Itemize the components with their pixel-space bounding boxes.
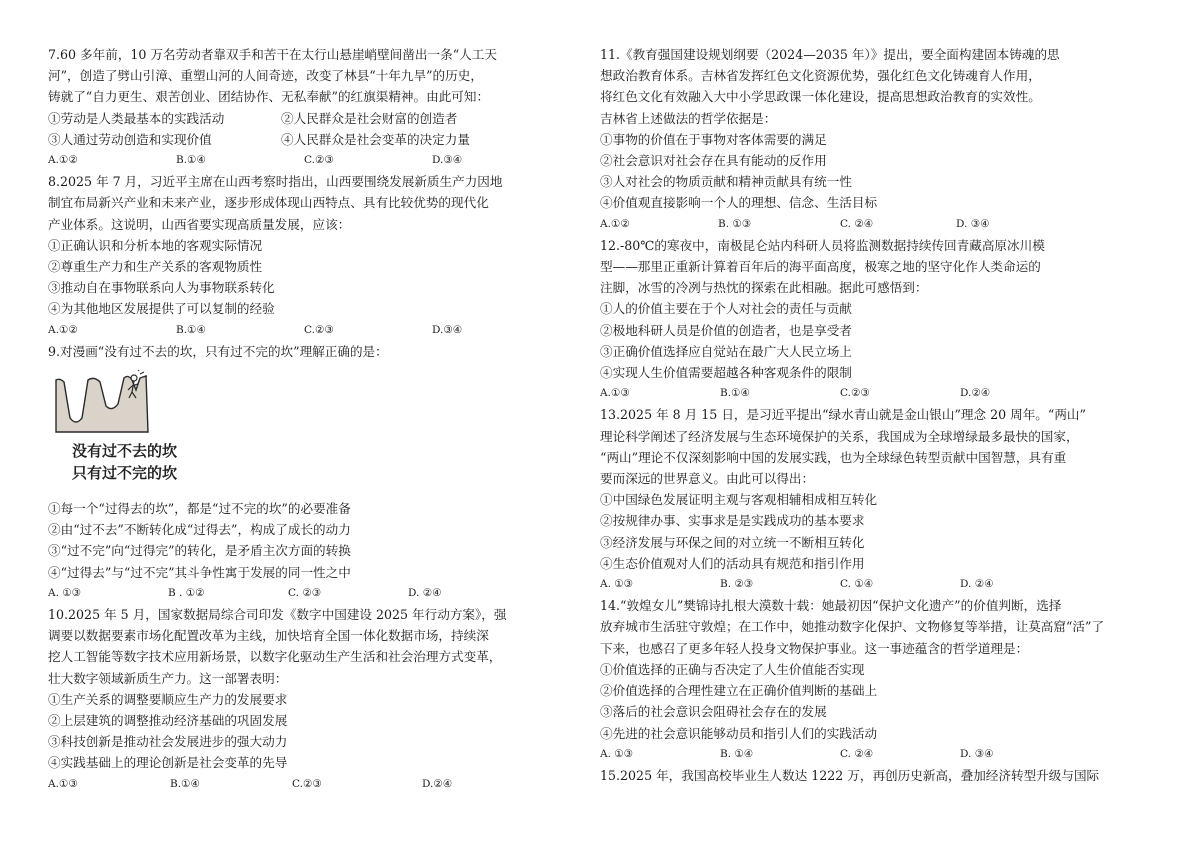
q12-stem-line: 12.-80℃的寒夜中，南极昆仑站内科研人员将监测数据持续传回青藏高原冰川模 (600, 237, 1045, 253)
q10-stem-line: 壮大数字领域新质生产力。这一部署表明： (48, 670, 288, 686)
question-11 (600, 44, 1070, 235)
q8-stem-line: 8.2025 年 7 月，习近平主席在山西考察时指出，山西要围绕发展新质生产力因地 (48, 174, 503, 190)
q14-stem-line: 14.“敦煌女儿”樊锦诗扎根大漠数十载：她最初因“保护文化遗产”的价值判断，选择 (600, 598, 1062, 614)
q14-option-b[interactable]: B. ①④ (720, 747, 754, 760)
q7-stem-line: 7.60 多年前，10 万名劳动者靠双手和苦干在太行山悬崖峭壁间凿出一条“人工天 (48, 47, 497, 62)
motion-marks (138, 370, 147, 377)
q14-statement: ①价值选择的正确与否决定了人生价值能否实现 (600, 661, 865, 677)
q10-stem-line: 10.2025 年 5 月，国家数据局综合司印发《数字中国建设 2025 年行动方案》，强 (48, 607, 507, 623)
q11-stem-line: 11.《教育强国建设规划纲要（2024—2035 年）》提出，要全面构建固本铸魂的思 (600, 47, 1060, 62)
q7-statement: ①劳动是人类最基本的实践活动 (48, 110, 225, 126)
q14-statement: ④先进的社会意识能够动员和指引人们的实践活动 (600, 725, 878, 741)
q14-stem-line: 下来，也感召了更多年轻人投身文物保护事业。这一事迹蕴含的哲学道理是： (600, 640, 1029, 656)
q10-option-d[interactable]: D.②④ (422, 777, 453, 790)
question-13 (600, 404, 1086, 595)
question-15 (600, 765, 1100, 786)
q12-option-b[interactable]: B.①④ (720, 387, 750, 400)
q7-stem-line: 铸就了“自力更生、艰苦创业、团结协作、无私奉献”的红旗渠精神。由此可知： (48, 89, 490, 105)
q11-statement: ②社会意识对社会存在具有能动的反作用 (600, 153, 827, 169)
q8-option-c[interactable]: C.②③ (304, 323, 334, 336)
q14-option-d[interactable]: D. ③④ (960, 747, 994, 760)
q9-statement: ③“过不完”向“过得完”的转化，是矛盾主次方面的转换 (48, 543, 351, 559)
comic-caption-line: 没有过不去的坎 (72, 442, 178, 461)
q12-statement: ②极地科研人员是价值的创造者，也是享受者 (600, 322, 852, 338)
q8-option-b[interactable]: B.①④ (176, 323, 206, 336)
left-column (48, 44, 518, 795)
q9-statement: ④“过得去”与“过不完”其斗争性寓于发展的同一性之中 (48, 564, 351, 580)
q11-statement: ①事物的价值在于事物对客体需要的满足 (600, 131, 827, 147)
q10-stem-line: 调要以数据要素市场化配置改革为主线，加快培育全国一体化数据市场，持续深 (48, 628, 489, 644)
q8-stem-line: 产业体系。这说明，山西省要实现高质量发展，应该： (48, 216, 351, 232)
q9-option-a[interactable]: A. ①③ (48, 586, 82, 599)
q12-option-a[interactable]: A.①③ (600, 387, 630, 400)
q13-option-a[interactable]: A. ①③ (600, 578, 634, 591)
q13-options (600, 574, 1070, 595)
q11-stem-line: 想政治教育体系。吉林省发挥红色文化资源优势，强化红色文化铸魂育人作用， (600, 68, 1041, 84)
q7-options (48, 150, 518, 171)
q12-statement: ①人的价值主要在于个人对社会的责任与贡献 (600, 301, 852, 317)
q11-statement: ④价值观直接影响一个人的理想、信念、生活目标 (600, 195, 878, 211)
comic-caption (72, 440, 177, 484)
q8-statement: ④为其他地区发展提供了可以复制的经验 (48, 301, 275, 317)
q7-option-d[interactable]: D.③④ (432, 154, 463, 167)
q8-option-a[interactable]: A.①② (48, 323, 78, 336)
q8-options (48, 320, 518, 341)
q9-option-c[interactable]: C. ②③ (288, 586, 322, 599)
q10-option-c[interactable]: C.②③ (292, 777, 322, 790)
comic-illustration (52, 370, 178, 490)
q13-option-b[interactable]: B. ②③ (720, 578, 754, 591)
q8-statement: ②尊重生产力和生产关系的客观物质性 (48, 259, 263, 275)
q10-options (48, 774, 518, 795)
q14-statement: ②价值选择的合理性建立在正确价值判断的基础上 (600, 683, 878, 699)
q7-option-c[interactable]: C.②③ (304, 154, 334, 167)
q15-stem-line: 15.2025 年，我国高校毕业生人数达 1222 万，再创历史新高，叠加经济转型升级与国际 (600, 767, 1100, 783)
q11-statement: ③人对社会的物质贡献和精神贡献具有统一性 (600, 174, 852, 190)
q12-stem-line: 注脚，冰雪的冷冽与热忱的探索在此相融。据此可感悟到： (600, 280, 928, 296)
comic-caption-line: 只有过不完的坎 (72, 464, 178, 483)
q7-statement-row (48, 129, 518, 150)
q13-option-c[interactable]: C. ①④ (840, 578, 874, 591)
q12-option-c[interactable]: C.②③ (840, 387, 870, 400)
q10-statement: ①生产关系的调整要顺应生产力的发展要求 (48, 691, 288, 707)
q11-option-d[interactable]: D. ③④ (956, 217, 990, 230)
q7-option-b[interactable]: B.①④ (176, 154, 206, 167)
q7-statement-row (48, 108, 518, 129)
q8-option-d[interactable]: D.③④ (432, 323, 463, 336)
q11-option-b[interactable]: B. ①③ (718, 217, 752, 230)
q12-option-d[interactable]: D.②④ (960, 387, 991, 400)
q9-stem: 9.对漫画“没有过不去的坎，只有过不完的坎”理解正确的是： (48, 343, 388, 359)
q10-stem-line: 挖人工智能等数字技术应用新场景，以数字化驱动生产生活和社会治理方式变革， (48, 649, 502, 665)
q9-options (48, 583, 518, 604)
q11-options (600, 214, 1070, 235)
q7-statement: ②人民群众是社会财富的创造者 (281, 110, 458, 126)
q13-option-d[interactable]: D. ②④ (960, 578, 994, 591)
question-7 (48, 44, 518, 171)
q13-stem-line: 理论科学阐述了经济发展与生态环境保护的关系，我国成为全球增绿最多最快的国家， (600, 428, 1079, 444)
q12-statement: ③正确价值选择应自觉站在最广大人民立场上 (600, 343, 852, 359)
q12-statement: ④实现人生价值需要超越各种客观条件的限制 (600, 365, 852, 381)
q8-stem-line: 制宜布局新兴产业和未来产业，逐步形成体现山西特点、具有比较优势的现代化 (48, 195, 489, 211)
right-column (600, 44, 1105, 786)
q11-option-a[interactable]: A.①② (600, 217, 630, 230)
q14-option-c[interactable]: C. ②④ (840, 747, 874, 760)
question-8 (48, 171, 518, 341)
q10-statement: ④实践基础上的理论创新是社会变革的先导 (48, 755, 288, 771)
q9-statement: ①每一个“过得去的坎”，都是“过不完的坎”的必要准备 (48, 501, 351, 517)
q11-stem-line: 将红色文化有效融入大中小学思政课一体化建设，提高思想政治教育的实效性。 (600, 89, 1041, 105)
question-12 (600, 235, 1070, 405)
q9-option-d[interactable]: D. ②④ (408, 586, 442, 599)
q13-stem-line: “两山”理论不仅深刻影响中国的发展实践，也为全球绿色转型贡献中国智慧，具有重 (600, 449, 1067, 465)
q13-stem-line: 13.2025 年 8 月 15 日，是习近平提出“绿水青山就是金山银山”理念 20 周年。“两山” (600, 407, 1086, 423)
q14-options (600, 744, 1070, 765)
q10-option-a[interactable]: A.①③ (48, 777, 78, 790)
q14-stem-line: 放弃城市生活驻守敦煌；在工作中，她推动数字化保护、文物修复等举措，让莫高窟“活”了 (600, 619, 1105, 635)
q13-statement: ①中国绿色发展证明主观与客观相辅相成相互转化 (600, 492, 878, 508)
q10-statement: ③科技创新是推动社会发展进步的强大动力 (48, 734, 288, 750)
q13-statement: ④生态价值观对人们的活动具有规范和指引作用 (600, 555, 865, 571)
climber-head (131, 375, 137, 381)
q12-stem-line: 型——那里正重新计算着百年后的海平面高度，极寒之地的坚守化作人类命运的 (600, 259, 1041, 275)
q13-stem-line: 要而深远的世界意义。由此可以得出： (600, 471, 815, 487)
q7-statement: ③人通过劳动创造和实现价值 (48, 131, 212, 147)
q8-statement: ③推动自在事物联系向人为事物联系转化 (48, 280, 275, 296)
q14-statement: ③落后的社会意识会阻碍社会存在的发展 (600, 704, 827, 720)
question-9 (48, 341, 518, 604)
q7-option-a[interactable]: A.①② (48, 154, 78, 167)
q9-option-b[interactable]: B . ①② (168, 586, 205, 599)
q11-option-c[interactable]: C. ②④ (840, 217, 874, 230)
q11-stem-line: 吉林省上述做法的哲学依据是： (600, 110, 777, 126)
q9-statement: ②由“过不去”不断转化成“过得去”，构成了成长的动力 (48, 522, 351, 538)
q13-statement: ③经济发展与环保之间的对立统一不断相互转化 (600, 534, 865, 550)
q10-statement: ②上层建筑的调整推动经济基础的巩固发展 (48, 713, 288, 729)
q14-option-a[interactable]: A. ①③ (600, 747, 634, 760)
q8-statement: ①正确认识和分析本地的客观实际情况 (48, 237, 263, 253)
question-14 (600, 595, 1105, 765)
q12-options (600, 383, 1070, 404)
q7-statement: ④人民群众是社会变革的决定力量 (281, 131, 470, 147)
q13-statement: ②按规律办事、实事求是是实践成功的基本要求 (600, 513, 865, 529)
q7-stem-line: 河”，创造了劈山引漳、重塑山河的人间奇迹，改变了林县“十年九旱”的历史， (48, 68, 483, 84)
comic-ground (56, 376, 148, 432)
q10-option-b[interactable]: B.①④ (170, 777, 200, 790)
question-10 (48, 604, 518, 795)
